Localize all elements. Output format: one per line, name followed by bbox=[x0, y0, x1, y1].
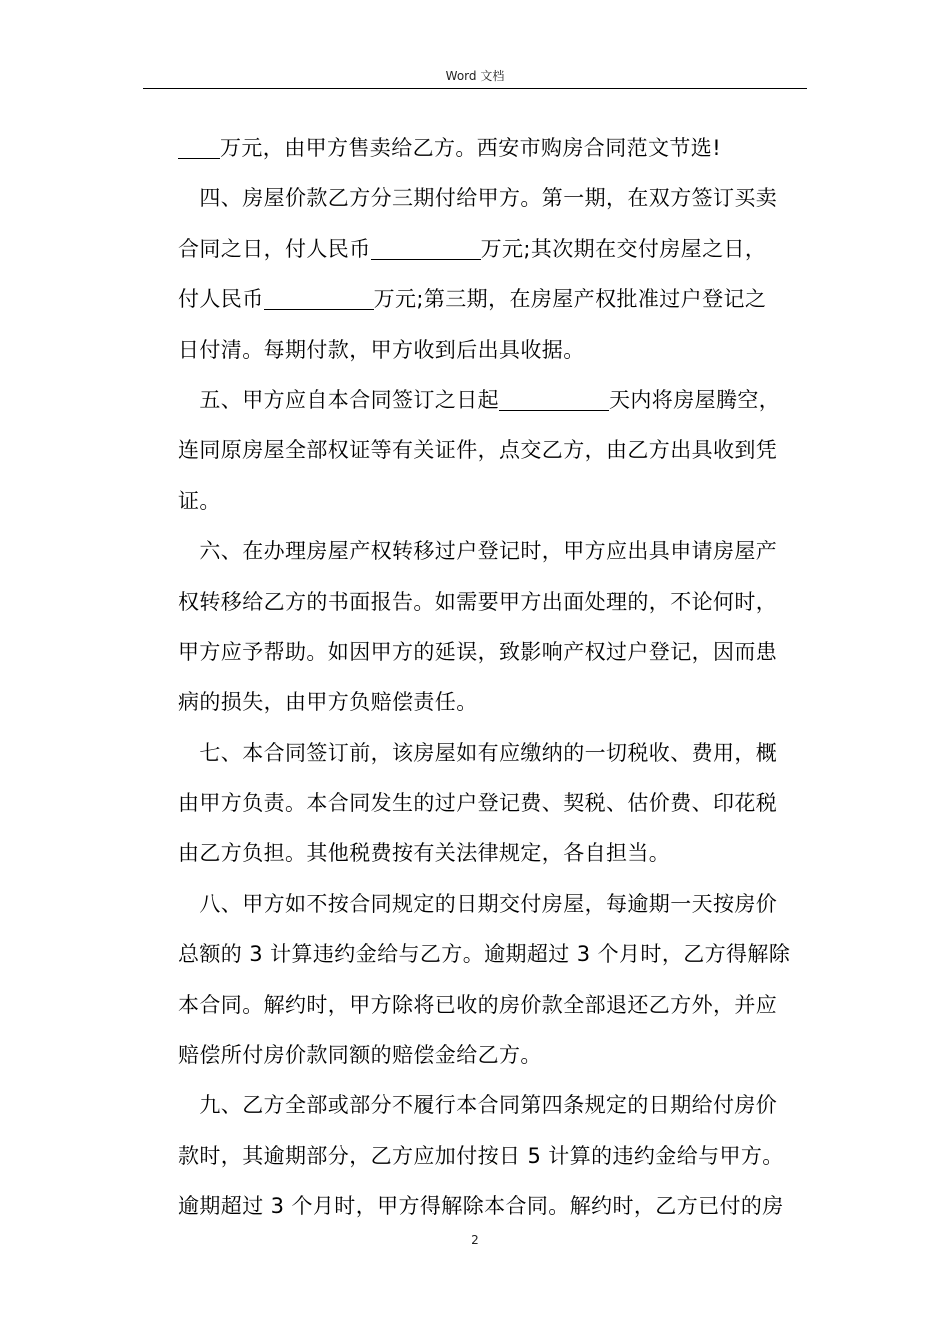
document-body bbox=[178, 123, 808, 1232]
fill-in-blank bbox=[178, 135, 220, 159]
body-line: 七、本合同签订前，该房屋如有应缴纳的一切税收、费用，概 bbox=[178, 740, 778, 765]
body-line: 连同原房屋全部权证等有关证件，点交乙方，由乙方出具收到凭 bbox=[178, 438, 778, 463]
body-line: 由乙方负担。其他税费按有关法律规定，各自担当。 bbox=[178, 841, 671, 866]
line-text: 万元;其次期在交付房屋之日， bbox=[480, 236, 767, 261]
body-line: 六、在办理房屋产权转移过户登记时，甲方应出具申请房屋产 bbox=[178, 539, 778, 564]
body-line: 病的损失，由甲方负赔偿责任。 bbox=[178, 690, 478, 715]
line-text: 万元，由甲方售卖给乙方。西安市购房合同范文节选! bbox=[220, 136, 722, 160]
body-line: 九、乙方全部或部分不履行本合同第四条规定的日期给付房价 bbox=[178, 1093, 778, 1118]
body-line: 总额的 3 计算违约金给与乙方。逾期超过 3 个月时，乙方得解除 bbox=[178, 942, 791, 967]
body-line: 款时，其逾期部分，乙方应加付按日 5 计算的违约金给与甲方。 bbox=[178, 1143, 784, 1168]
body-line: 日付清。每期付款，甲方收到后出具收据。 bbox=[178, 337, 585, 362]
fill-in-blank bbox=[499, 387, 609, 411]
fill-in-blank bbox=[264, 286, 374, 310]
body-line bbox=[178, 224, 808, 274]
body-line: 赔偿所付房价款同额的赔偿金给乙方。 bbox=[178, 1043, 542, 1068]
line-text: 付人民币 bbox=[178, 287, 264, 312]
body-line bbox=[178, 274, 808, 324]
header-divider bbox=[143, 88, 807, 89]
body-line: 四、房屋价款乙方分三期付给甲方。第一期，在双方签订买卖 bbox=[178, 186, 778, 211]
body-line: 权转移给乙方的书面报告。如需要甲方出面处理的，不论何时， bbox=[178, 589, 778, 614]
line-text: 五、甲方应自本合同签订之日起 bbox=[178, 387, 499, 412]
body-line: 甲方应予帮助。如因甲方的延误，致影响产权过户登记，因而患 bbox=[178, 639, 778, 664]
line-text: 万元;第三期，在房屋产权批准过户登记之 bbox=[373, 287, 767, 312]
body-line: 逾期超过 3 个月时，甲方得解除本合同。解约时，乙方已付的房 bbox=[178, 1194, 784, 1219]
body-line bbox=[178, 123, 808, 173]
document-header-title: Word 文档 bbox=[445, 69, 505, 83]
line-text: 天内将房屋腾空， bbox=[609, 387, 781, 412]
body-line: 本合同。解约时，甲方除将已收的房价款全部退还乙方外，并应 bbox=[178, 992, 778, 1017]
body-line: 证。 bbox=[178, 488, 221, 513]
body-line: 八、甲方如不按合同规定的日期交付房屋，每逾期一天按房价 bbox=[178, 891, 778, 916]
body-line: 由甲方负责。本合同发生的过户登记费、契税、估价费、印花税 bbox=[178, 791, 778, 816]
page-number: 2 bbox=[471, 1233, 479, 1247]
fill-in-blank bbox=[371, 235, 481, 259]
line-text: 合同之日，付人民币 bbox=[178, 236, 371, 261]
body-line bbox=[178, 375, 808, 425]
